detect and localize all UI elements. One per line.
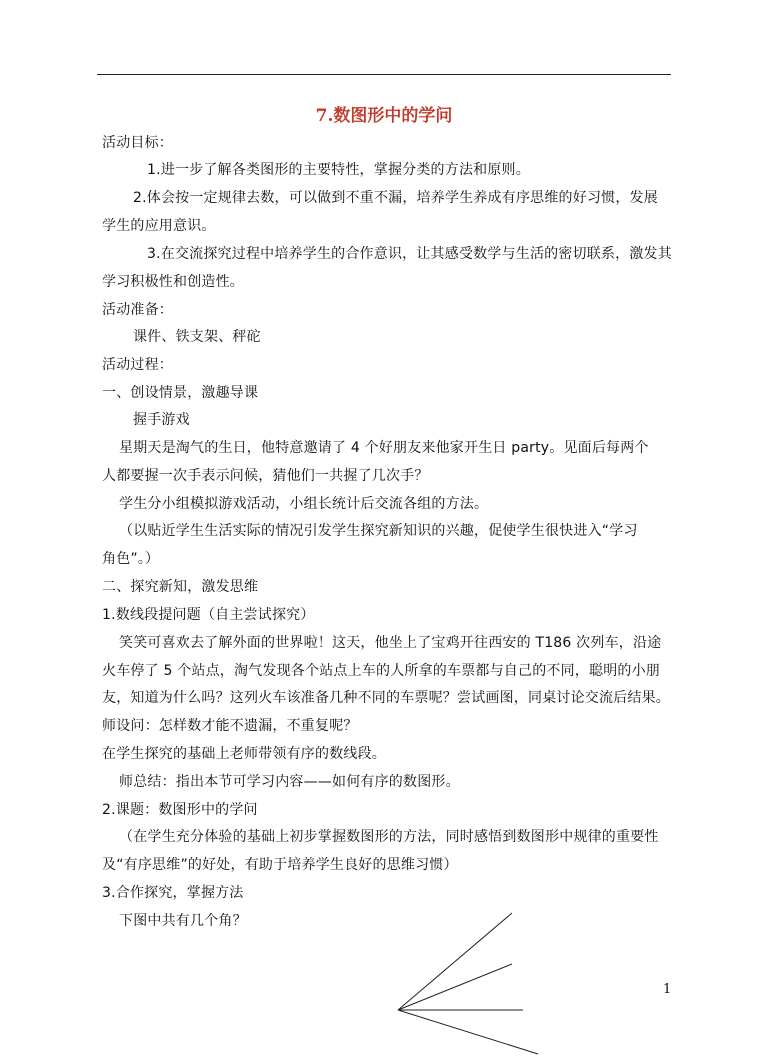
text-line: （以贴近学生生活实际的情况引发学生探究新知识的兴趣，促使学生很快进入“学习 [119, 523, 638, 539]
text-line: 握手游戏 [133, 412, 190, 428]
page-title: 7.数图形中的学问 [315, 106, 453, 126]
ray [398, 913, 512, 1010]
ray [398, 964, 512, 1010]
text-line: 3.在交流探究过程中培养学生的合作意识，让其感受数学与生活的密切联系，激发其 [147, 246, 672, 262]
text-line: 学生的应用意识。 [102, 218, 216, 234]
text-line: 及“有序思维”的好处，有助于培养学生良好的思维习惯） [102, 857, 458, 873]
text-line: 1.数线段提问题（自主尝试探究） [102, 607, 315, 623]
text-line: 学习积极性和创造性。 [102, 274, 244, 290]
text-line: 活动过程： [102, 357, 173, 373]
text-line: 学生分小组模拟游戏活动，小组长统计后交流各组的方法。 [119, 496, 489, 512]
text-line: 友，知道为什么吗？这列火车该准备几种不同的车票呢？尝试画图，同桌讨论交流后结果。 [102, 690, 670, 706]
text-line: 师总结：指出本节可学习内容——如何有序的数图形。 [119, 774, 460, 790]
text-line: 人都要握一次手表示问候，猜他们一共握了几次手？ [102, 468, 429, 484]
text-line: 3.合作探究，掌握方法 [102, 885, 244, 901]
text-line: 角色”。） [102, 551, 160, 567]
text-line: 笑笑可喜欢去了解外面的世界啦！这天，他坐上了宝鸡开往西安的 T186 次列车，沿途 [119, 635, 662, 651]
text-line: 下图中共有几个角？ [119, 913, 247, 929]
text-line: 师设问：怎样数才能不遗漏，不重复呢？ [102, 718, 358, 734]
text-line: 2.体会按一定规律去数，可以做到不重不漏，培养学生养成有序思维的好习惯，发展 [133, 190, 658, 206]
text-line: 活动准备： [102, 302, 173, 318]
section-heading: 二、探究新知，激发思维 [102, 579, 259, 595]
text-line: 星期天是淘气的生日，他特意邀请了 4 个好朋友来他家开生日 party。见面后每两个 [119, 440, 649, 456]
text-line: 2.课题：数图形中的学问 [102, 802, 258, 818]
text-line: 火车停了 5 个站点，淘气发现各个站点上车的人所拿的车票都与自己的不同，聪明的小朋 [102, 663, 661, 679]
page-number: 1 [663, 982, 672, 997]
text-line: （在学生充分体验的基础上初步掌握数图形的方法，同时感悟到数图形中规律的重要性 [119, 829, 659, 845]
ray [398, 1010, 538, 1054]
text-line: 在学生探究的基础上老师带领有序的数线段。 [102, 746, 386, 762]
text-line: 活动目标： [102, 135, 173, 151]
text-line: 课件、铁支架、秤砣 [133, 329, 261, 345]
text-line: 1.进一步了解各类图形的主要特性，掌握分类的方法和原则。 [147, 162, 530, 178]
section-heading: 一、创设情景，激趣导课 [102, 385, 259, 401]
